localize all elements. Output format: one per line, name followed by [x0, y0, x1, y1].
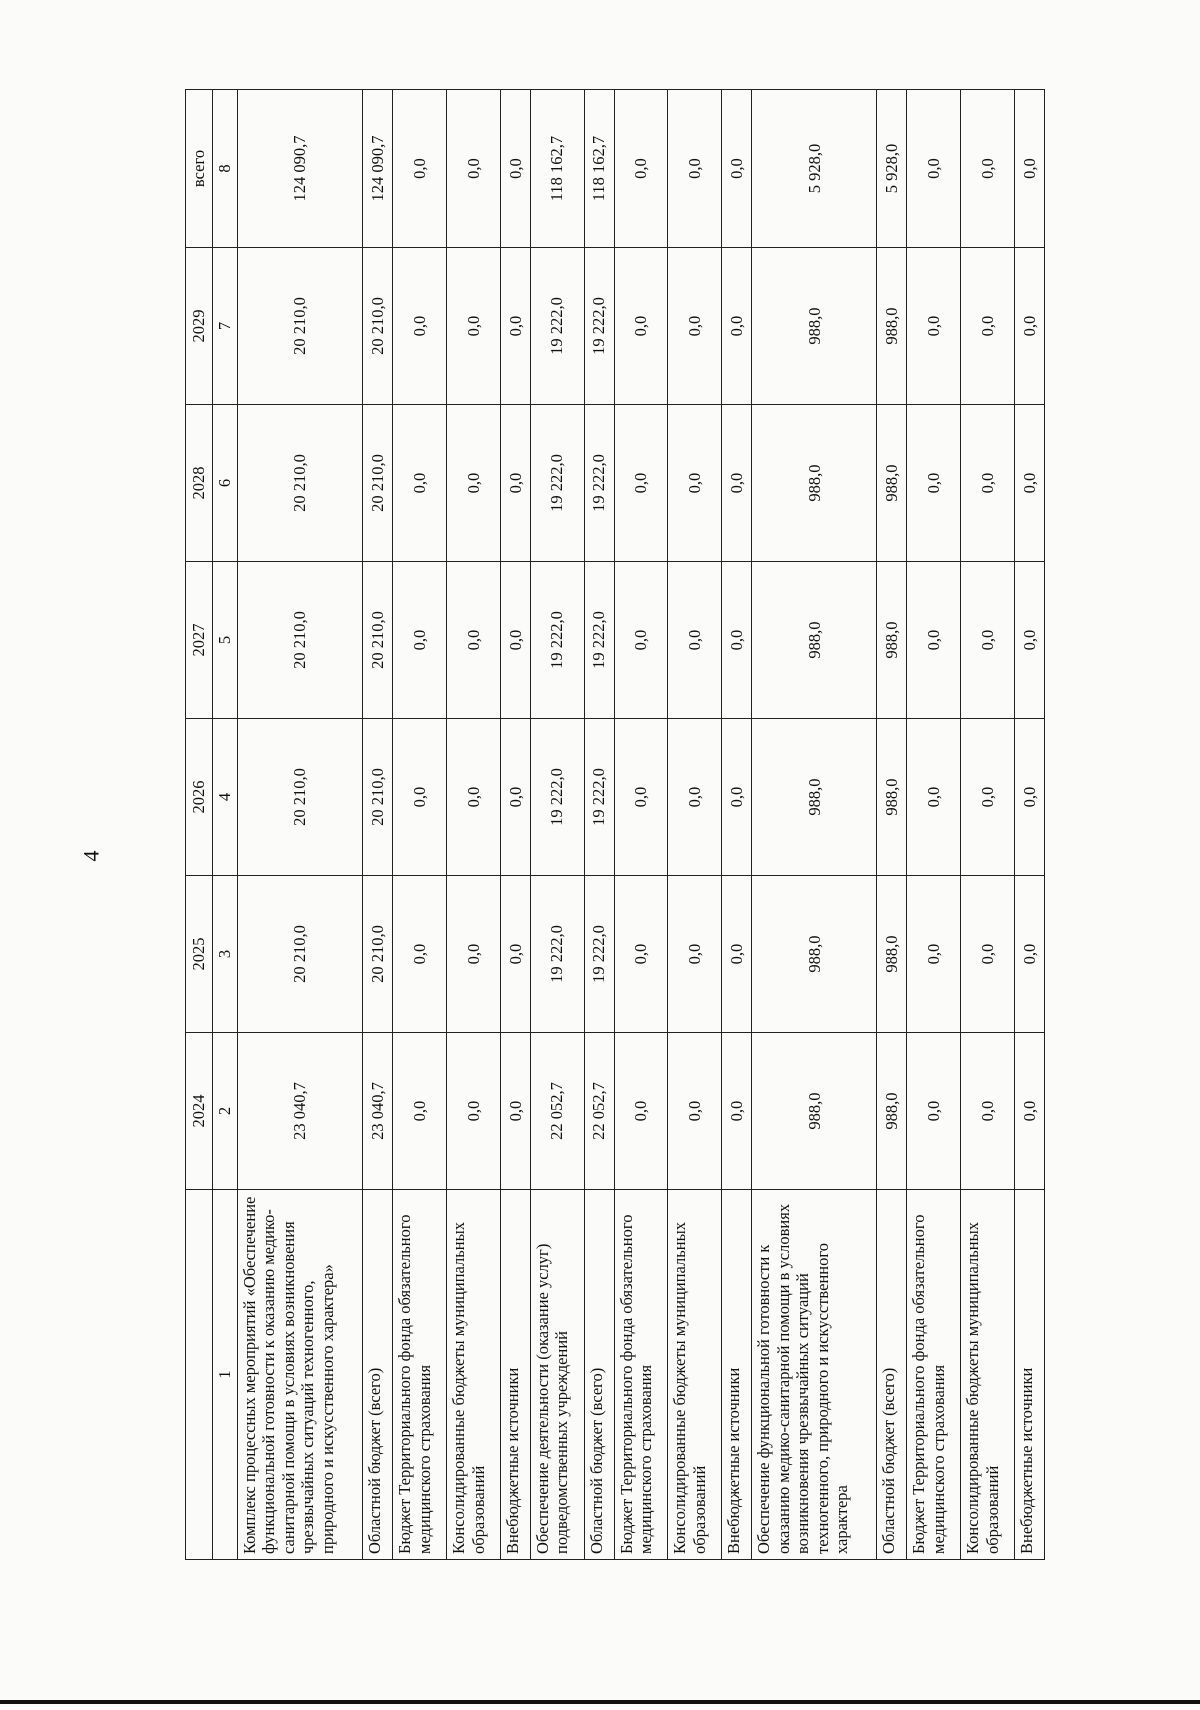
- row-year-value: 0,0: [500, 719, 530, 876]
- row-year-value: 0,0: [614, 876, 668, 1033]
- row-total-value: 0,0: [961, 90, 1015, 248]
- row-year-value: 20 210,0: [238, 719, 363, 876]
- row-year-value: 0,0: [907, 1033, 961, 1190]
- row-year-value: 19 222,0: [584, 719, 614, 876]
- row-label: Областной бюджет (всего): [363, 1190, 393, 1560]
- row-year-value: 0,0: [393, 248, 447, 405]
- table-row: [238, 90, 363, 1560]
- column-index: 7: [213, 248, 238, 405]
- row-year-value: 988,0: [877, 248, 907, 405]
- budget-table: [185, 89, 1045, 1560]
- row-year-value: 20 210,0: [238, 405, 363, 562]
- header-year: 2025: [186, 876, 213, 1033]
- table-row: [877, 90, 907, 1560]
- row-label: Консолидированные бюджеты муниципальных образований: [447, 1190, 501, 1560]
- table-row: [722, 90, 752, 1560]
- row-year-value: 0,0: [447, 719, 501, 876]
- table-body: [238, 90, 1045, 1560]
- row-year-value: 0,0: [614, 405, 668, 562]
- row-year-value: 988,0: [752, 1033, 877, 1190]
- row-year-value: 19 222,0: [530, 719, 584, 876]
- row-year-value: 0,0: [668, 1033, 722, 1190]
- row-year-value: 0,0: [500, 562, 530, 719]
- row-label: Внебюджетные источники: [500, 1190, 530, 1560]
- row-year-value: 988,0: [752, 405, 877, 562]
- table-row: [530, 90, 584, 1560]
- table-row: [961, 90, 1015, 1560]
- row-year-value: 0,0: [961, 719, 1015, 876]
- row-year-value: 0,0: [722, 248, 752, 405]
- row-year-value: 20 210,0: [363, 719, 393, 876]
- row-year-value: 0,0: [668, 562, 722, 719]
- row-total-value: 0,0: [447, 90, 501, 248]
- row-year-value: 0,0: [393, 719, 447, 876]
- row-total-value: 0,0: [614, 90, 668, 248]
- row-year-value: 988,0: [752, 876, 877, 1033]
- row-year-value: 19 222,0: [530, 562, 584, 719]
- row-year-value: 0,0: [1014, 876, 1044, 1033]
- row-year-value: 0,0: [668, 719, 722, 876]
- row-total-value: 124 090,7: [363, 90, 393, 248]
- column-index: 4: [213, 719, 238, 876]
- row-year-value: 0,0: [907, 876, 961, 1033]
- row-label: Комплекс процессных мероприятий «Обеспечение функциональной готовности к оказанию медико-санитарной помощи в условиях возникновения чрезвычайных ситуаций техногенного, природного и искусственного характера»: [238, 1190, 363, 1560]
- column-index: 6: [213, 405, 238, 562]
- row-year-value: 20 210,0: [238, 562, 363, 719]
- column-index: 2: [213, 1033, 238, 1190]
- table-row: [1014, 90, 1044, 1560]
- row-year-value: 988,0: [877, 876, 907, 1033]
- rotated-table-container: [185, 90, 1045, 1560]
- row-year-value: 988,0: [752, 562, 877, 719]
- row-year-value: 0,0: [961, 405, 1015, 562]
- row-year-value: 0,0: [500, 1033, 530, 1190]
- row-year-value: 0,0: [393, 876, 447, 1033]
- row-total-value: 0,0: [393, 90, 447, 248]
- row-year-value: 0,0: [614, 719, 668, 876]
- column-index: 1: [213, 1190, 238, 1560]
- row-year-value: 19 222,0: [530, 405, 584, 562]
- row-year-value: 988,0: [877, 405, 907, 562]
- table-row: [584, 90, 614, 1560]
- row-year-value: 0,0: [447, 876, 501, 1033]
- row-year-value: 988,0: [752, 719, 877, 876]
- row-total-value: 5 928,0: [752, 90, 877, 248]
- row-year-value: 0,0: [447, 405, 501, 562]
- column-index: 3: [213, 876, 238, 1033]
- row-year-value: 19 222,0: [530, 248, 584, 405]
- header-total: всего: [186, 90, 213, 248]
- row-year-value: 0,0: [961, 248, 1015, 405]
- row-year-value: 0,0: [393, 1033, 447, 1190]
- row-year-value: 988,0: [877, 1033, 907, 1190]
- row-year-value: 0,0: [500, 405, 530, 562]
- row-year-value: 0,0: [907, 719, 961, 876]
- row-label: Областной бюджет (всего): [877, 1190, 907, 1560]
- row-label: Внебюджетные источники: [1014, 1190, 1044, 1560]
- row-label: Консолидированные бюджеты муниципальных образований: [961, 1190, 1015, 1560]
- row-year-value: 0,0: [447, 562, 501, 719]
- table-row: [752, 90, 877, 1560]
- row-year-value: 0,0: [668, 876, 722, 1033]
- row-year-value: 988,0: [752, 248, 877, 405]
- row-year-value: 0,0: [1014, 248, 1044, 405]
- row-total-value: 0,0: [668, 90, 722, 248]
- row-year-value: 0,0: [500, 248, 530, 405]
- row-year-value: 0,0: [1014, 1033, 1044, 1190]
- scan-edge-line: [0, 1700, 1200, 1704]
- header-blank-cell: [186, 1190, 213, 1560]
- row-year-value: 0,0: [393, 562, 447, 719]
- row-year-value: 23 040,7: [363, 1033, 393, 1190]
- row-year-value: 0,0: [907, 405, 961, 562]
- row-year-value: 988,0: [877, 719, 907, 876]
- row-total-value: 0,0: [1014, 90, 1044, 248]
- row-year-value: 988,0: [877, 562, 907, 719]
- row-year-value: 0,0: [961, 1033, 1015, 1190]
- row-year-value: 0,0: [447, 1033, 501, 1190]
- row-label: Бюджет Территориального фонда обязательного медицинского страхования: [614, 1190, 668, 1560]
- column-index: 8: [213, 90, 238, 248]
- row-total-value: 118 162,7: [530, 90, 584, 248]
- row-total-value: 0,0: [907, 90, 961, 248]
- table-row: [447, 90, 501, 1560]
- row-year-value: 0,0: [722, 562, 752, 719]
- row-year-value: 0,0: [447, 248, 501, 405]
- header-year: 2028: [186, 405, 213, 562]
- row-total-value: 124 090,7: [238, 90, 363, 248]
- row-total-value: 5 928,0: [877, 90, 907, 248]
- header-year: 2027: [186, 562, 213, 719]
- row-year-value: 0,0: [614, 562, 668, 719]
- header-year: 2024: [186, 1033, 213, 1190]
- header-year: 2026: [186, 719, 213, 876]
- table-row: [668, 90, 722, 1560]
- row-year-value: 22 052,7: [530, 1033, 584, 1190]
- row-total-value: 0,0: [500, 90, 530, 248]
- header-year: 2029: [186, 248, 213, 405]
- table-row: [907, 90, 961, 1560]
- row-year-value: 0,0: [722, 719, 752, 876]
- table-row: [500, 90, 530, 1560]
- row-label: Бюджет Территориального фонда обязательного медицинского страхования: [907, 1190, 961, 1560]
- row-year-value: 0,0: [1014, 719, 1044, 876]
- header-row-years: [186, 90, 213, 1560]
- column-index: 5: [213, 562, 238, 719]
- row-year-value: 0,0: [614, 248, 668, 405]
- row-year-value: 0,0: [907, 248, 961, 405]
- page-number: 4: [78, 850, 104, 862]
- row-year-value: 19 222,0: [584, 876, 614, 1033]
- row-total-value: 0,0: [722, 90, 752, 248]
- table-row: [614, 90, 668, 1560]
- row-year-value: 0,0: [668, 405, 722, 562]
- row-year-value: 19 222,0: [530, 876, 584, 1033]
- row-year-value: 0,0: [722, 405, 752, 562]
- row-year-value: 0,0: [614, 1033, 668, 1190]
- row-year-value: 22 052,7: [584, 1033, 614, 1190]
- row-year-value: 0,0: [393, 405, 447, 562]
- row-year-value: 20 210,0: [363, 248, 393, 405]
- table-row: [363, 90, 393, 1560]
- row-year-value: 20 210,0: [363, 405, 393, 562]
- row-year-value: 20 210,0: [363, 562, 393, 719]
- row-label: Обеспечение функциональной готовности к оказанию медико-санитарной помощи в условиях возникновения чрезвычайных ситуаций техногенного, природного и искусственного характера: [752, 1190, 877, 1560]
- row-total-value: 118 162,7: [584, 90, 614, 248]
- row-year-value: 23 040,7: [238, 1033, 363, 1190]
- row-label: Областной бюджет (всего): [584, 1190, 614, 1560]
- table-row: [393, 90, 447, 1560]
- row-label: Обеспечение деятельности (оказание услуг) подведомственных учреждений: [530, 1190, 584, 1560]
- row-label: Консолидированные бюджеты муниципальных образований: [668, 1190, 722, 1560]
- row-year-value: 0,0: [722, 1033, 752, 1190]
- header-row-indexes: [213, 90, 238, 1560]
- row-year-value: 0,0: [668, 248, 722, 405]
- row-year-value: 0,0: [722, 876, 752, 1033]
- row-year-value: 20 210,0: [238, 876, 363, 1033]
- row-year-value: 0,0: [1014, 405, 1044, 562]
- row-year-value: 20 210,0: [363, 876, 393, 1033]
- row-year-value: 19 222,0: [584, 405, 614, 562]
- row-year-value: 0,0: [500, 876, 530, 1033]
- row-year-value: 0,0: [961, 876, 1015, 1033]
- row-year-value: 0,0: [1014, 562, 1044, 719]
- row-label: Внебюджетные источники: [722, 1190, 752, 1560]
- row-label: Бюджет Территориального фонда обязательного медицинского страхования: [393, 1190, 447, 1560]
- row-year-value: 0,0: [961, 562, 1015, 719]
- row-year-value: 20 210,0: [238, 248, 363, 405]
- row-year-value: 19 222,0: [584, 248, 614, 405]
- row-year-value: 19 222,0: [584, 562, 614, 719]
- row-year-value: 0,0: [907, 562, 961, 719]
